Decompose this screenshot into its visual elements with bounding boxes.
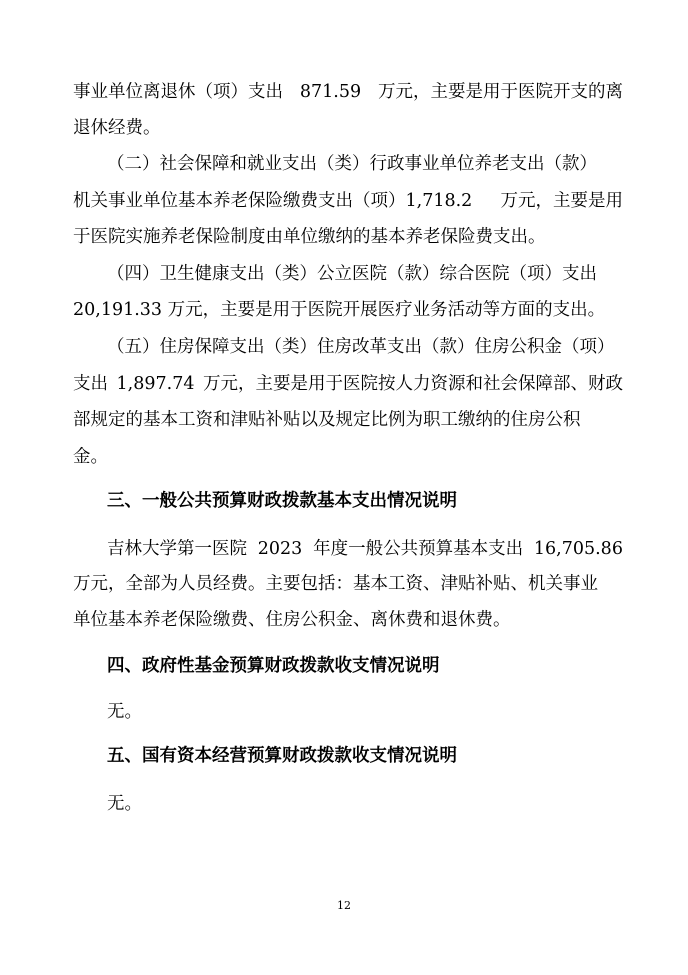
paragraph-line: 支出 1,897.74 万元，主要是用于医院按人力资源和社会保障部、财政 <box>73 374 623 394</box>
section-heading: 三、一般公共预算财政拨款基本支出情况说明 <box>107 491 457 511</box>
paragraph-line: 金。 <box>73 447 108 467</box>
paragraph-line: 于医院实施养老保险制度由单位缴纳的基本养老保险费支出。 <box>73 227 546 247</box>
paragraph-line: （二）社会保障和就业支出（类）行政事业单位养老支出（款） <box>107 154 597 174</box>
paragraph-line: 部规定的基本工资和津贴补贴以及规定比例为职工缴纳的住房公积 <box>73 410 581 430</box>
paragraph-line: 退休经费。 <box>73 118 161 138</box>
paragraph-line: 事业单位离退休（项）支出 871.59 万元，主要是用于医院开支的离 <box>73 82 623 102</box>
paragraph-line: 吉林大学第一医院 2023 年度一般公共预算基本支出 16,705.86 <box>107 539 623 559</box>
paragraph-line: （五）住房保障支出（类）住房改革支出（款）住房公积金（项） <box>107 337 615 357</box>
paragraph-line: 单位基本养老保险缴费、住房公积金、离休费和退休费。 <box>73 610 511 630</box>
section-heading: 五、国有资本经营预算财政拨款收支情况说明 <box>107 746 457 766</box>
paragraph-line: 无。 <box>107 702 142 722</box>
page-number: 12 <box>337 899 351 912</box>
paragraph-line: （四）卫生健康支出（类）公立医院（款）综合医院（项）支出 <box>107 264 597 284</box>
paragraph-line: 机关事业单位基本养老保险缴费支出（项）1,718.2 万元，主要是用 <box>73 191 623 211</box>
section-heading: 四、政府性基金预算财政拨款收支情况说明 <box>107 656 440 676</box>
paragraph-line: 20,191.33 万元，主要是用于医院开展医疗业务活动等方面的支出。 <box>73 300 606 320</box>
paragraph-line: 万元，全部为人员经费。主要包括：基本工资、津贴补贴、机关事业 <box>73 574 598 594</box>
paragraph-line: 无。 <box>107 794 142 814</box>
